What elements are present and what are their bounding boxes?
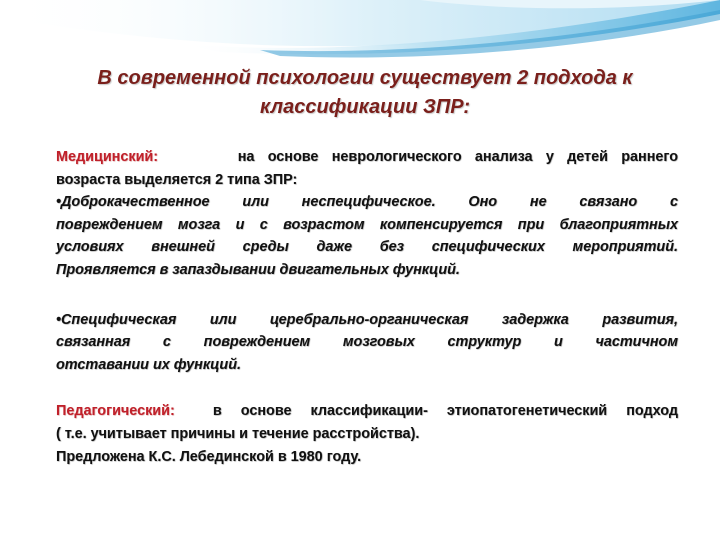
medical-label: Медицинский: — [56, 149, 159, 165]
benign-line-4: Проявляется в запаздывании двигательных функций. — [56, 261, 460, 278]
specific-line-1: •Специфическая или церебрально-органическая задержка развития, — [56, 311, 678, 328]
medical-text: на основе неврологического анализа у детей раннего — [237, 149, 678, 165]
specific-line-2: связанная с повреждением мозговых структур и частичном — [56, 334, 678, 351]
pedagogical-line-1 — [56, 400, 678, 423]
pedagogical-line-3: Предложена К.С. Лебединской в 1980 году. — [56, 448, 362, 465]
title-line: классификации ЗПР: — [260, 96, 470, 118]
specific-line-3: отставании их функций. — [56, 356, 242, 373]
slide-title — [60, 64, 670, 122]
benign-line-1: •Доброкачественное или неспецифическое. Оно не связано с — [56, 194, 678, 211]
benign-line-3: условиях внешней среды даже без специфических мероприятий. — [56, 239, 678, 256]
pedagogical-label: Педагогический: — [56, 403, 175, 420]
medical-line-1 — [56, 146, 678, 169]
title-line: В современной психологии существует 2 подхода к — [97, 67, 633, 89]
slide-body — [56, 146, 678, 468]
medical-line-2: возраста выделяется 2 типа ЗПР: — [56, 171, 298, 188]
pedagogical-line-2: ( т.е. учитывает причины и течение расстройства). — [56, 425, 420, 442]
pedagogical-text: в основе классификации- этиопатогенетический подход — [212, 403, 679, 420]
benign-line-2: повреждением мозга и с возрастом компенсируется при благоприятных — [56, 216, 678, 233]
